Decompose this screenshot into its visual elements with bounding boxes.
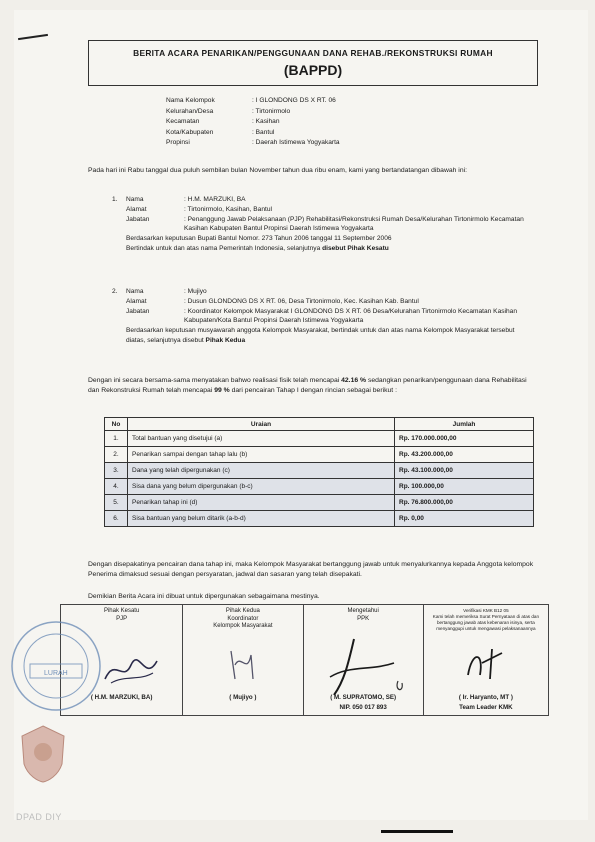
party-basis: Berdasarkan keputusan musyawarah anggota Kelompok Masyarakat, bertindak untuk dan atas nama Kelompok Masyarakat tersebut diatas, selanjutnya disebut Pihak Kedua (126, 327, 515, 344)
closing-sentence: Demikian Berita Acara ini dibuat untuk dipergunakan sebagaimana mestinya. (88, 593, 320, 600)
svg-text:LURAH: LURAH (44, 670, 68, 677)
party-label: Alamat (126, 297, 147, 305)
signer-name: ( Mujiyo ) (229, 694, 257, 701)
regency-emblem-icon (18, 724, 68, 784)
party-label: Jabatan (126, 307, 150, 315)
signer-role: Verifikasi KMK B12 05 Kami telah memeriksa Surat Pernyataan di atas dan bertanggung jawab atas kebenaran isinya, serta menyanggupi untuk mengawasi pelaksanaannya (432, 608, 540, 631)
intro-paragraph: Pada hari ini Rabu tanggal dua puluh sembilan bulan November tahun dua ribu enam, kami yang bertandatangan dibawah ini: (88, 167, 467, 174)
column-header-no: No (105, 418, 128, 431)
party-label: Nama (126, 288, 144, 295)
document-abbreviation: (BAPPD) (283, 62, 343, 78)
identity-label: Kecamatan (166, 118, 200, 125)
signer-title: Team Leader KMK (459, 704, 513, 711)
closing-paragraph: Dengan disepakatinya pencairan dana tahap ini, maka Kelompok Masyarakat bertanggung jawab untuk menyalurkannya kepada Anggota kelompok Penerima dimaksud sesuai dengan persyaratan, jadwal dan sasaran yang telah disepakati. (88, 561, 534, 578)
signature-kmk (424, 605, 548, 715)
signer-role: Pihak Kesatu PJP (103, 608, 140, 622)
party-value: : Mujiyo (184, 288, 207, 295)
signature-scribble (462, 645, 512, 685)
party-value: : Koordinator Kelompok Masyarakat I GLONDONG DS X RT. 06 Desa/Kelurahan Tirtonirmolo Kecamatan Kasihan Kabupaten/Kota Bantul Propinsi Daerah Istimewa Yogyakarta (184, 307, 518, 325)
official-stamp (0, 614, 106, 720)
identity-label: Kelurahan/Desa (166, 107, 214, 115)
signature-scribble (101, 653, 161, 689)
table-row: 5. Penarikan tahap ini (d) Rp. 76.800.000,00 (105, 495, 534, 511)
signer-nip: NIP. 050 017 893 (339, 704, 387, 711)
signature-ppk (304, 605, 424, 715)
identity-label: Kota/Kabupaten (166, 128, 214, 136)
column-header-amount: Jumlah (395, 418, 534, 431)
table-row: 3. Dana yang telah dipergunakan (c) Rp. 43.100.000,00 (105, 463, 534, 479)
identity-label: Nama Kelompok (166, 97, 215, 104)
party-value: : H.M. MARZUKI, BA (184, 196, 246, 203)
signature-scribble (223, 645, 263, 685)
party-value: : Penanggung Jawab Pelaksanaan (PJP) Rehabilitasi/Rekonstruksi Rumah Desa/Kelurahan Tirtonirmolo Kecamatan Kasihan Kabupaten Bantul Propinsi Daerah Istimewa Yogyakarta (184, 215, 524, 233)
signer-name: ( Ir. Haryanto, MT ) (458, 694, 513, 701)
signer-name: ( H.M. MARZUKI, BA) (90, 694, 153, 701)
party-number: 1. (112, 196, 118, 203)
signer-name: ( M. SUPRATOMO, SE) (330, 694, 397, 701)
bottom-bar (381, 830, 453, 833)
party-one (112, 195, 532, 254)
table-header-row (105, 418, 534, 431)
party-value: : Dusun GLONDONG DS X RT. 06, Desa Tirtonirmolo, Kec. Kasihan Kab. Bantul (184, 297, 419, 305)
table-row: 2. Penarikan sampai dengan tahap lalu (b) Rp. 43.200.000,00 (105, 447, 534, 463)
identity-value: : I GLONDONG DS X RT. 06 (252, 97, 336, 104)
identity-value: : Kasihan (252, 118, 280, 125)
group-identity (166, 96, 340, 149)
signature-party-two (183, 605, 303, 715)
table-row: 6. Sisa bantuan yang belum ditarik (a-b-d) Rp. 0,00 (105, 511, 534, 527)
party-label: Alamat (126, 205, 147, 213)
party-role: Bertindak untuk dan atas nama Pemerintah Indonesia, selanjutnya disebut Pihak Kesatu (126, 244, 389, 252)
table-row: 1. Total bantuan yang disetujui (a) Rp. 170.000.000,00 (105, 431, 534, 447)
signature-block (60, 604, 549, 716)
column-header-description: Uraian (128, 418, 395, 431)
title-box (88, 40, 538, 86)
statement-paragraph: Dengan ini secara bersama-sama menyatakan bahwo realisasi fisik telah mencapai 42.16 % sedangkan penarikan/penggunaan dana Rehabilitasi dan Rekonstruksi Rumah telah mencapai 99 % dari pencairan Tahap I dengan rincian sebagai berikut : (88, 377, 527, 394)
document-title: BERITA ACARA PENARIKAN/PENGGUNAAN DANA REHAB./REKONSTRUKSI RUMAH (133, 48, 493, 58)
signer-role: Pihak Kedua Koordinator Kelompok Masyarakat (213, 608, 273, 629)
party-value: : Tirtonirmolo, Kasihan, Bantul (184, 205, 272, 213)
party-two (112, 287, 532, 346)
table-row: 4. Sisa dana yang belum dipergunakan (b-c) Rp. 100.000,00 (105, 479, 534, 495)
party-label: Nama (126, 196, 144, 203)
party-number: 2. (112, 288, 118, 295)
identity-label: Propinsi (166, 139, 190, 146)
signature-scribble (324, 635, 410, 699)
signer-role: Mengetahui PPK (347, 608, 379, 622)
fund-details-table (104, 417, 534, 527)
archive-watermark: DPAD DIY (16, 812, 62, 822)
party-label: Jabatan (126, 215, 150, 223)
identity-value: : Tirtonirmolo (252, 107, 291, 115)
identity-value: : Bantul (252, 128, 275, 136)
party-basis: Berdasarkan keputusan Bupati Bantul Nomor. 273 Tahun 2006 tanggal 11 September 2006 (126, 235, 392, 243)
identity-value: : Daerah Istimewa Yogyakarta (252, 139, 340, 146)
